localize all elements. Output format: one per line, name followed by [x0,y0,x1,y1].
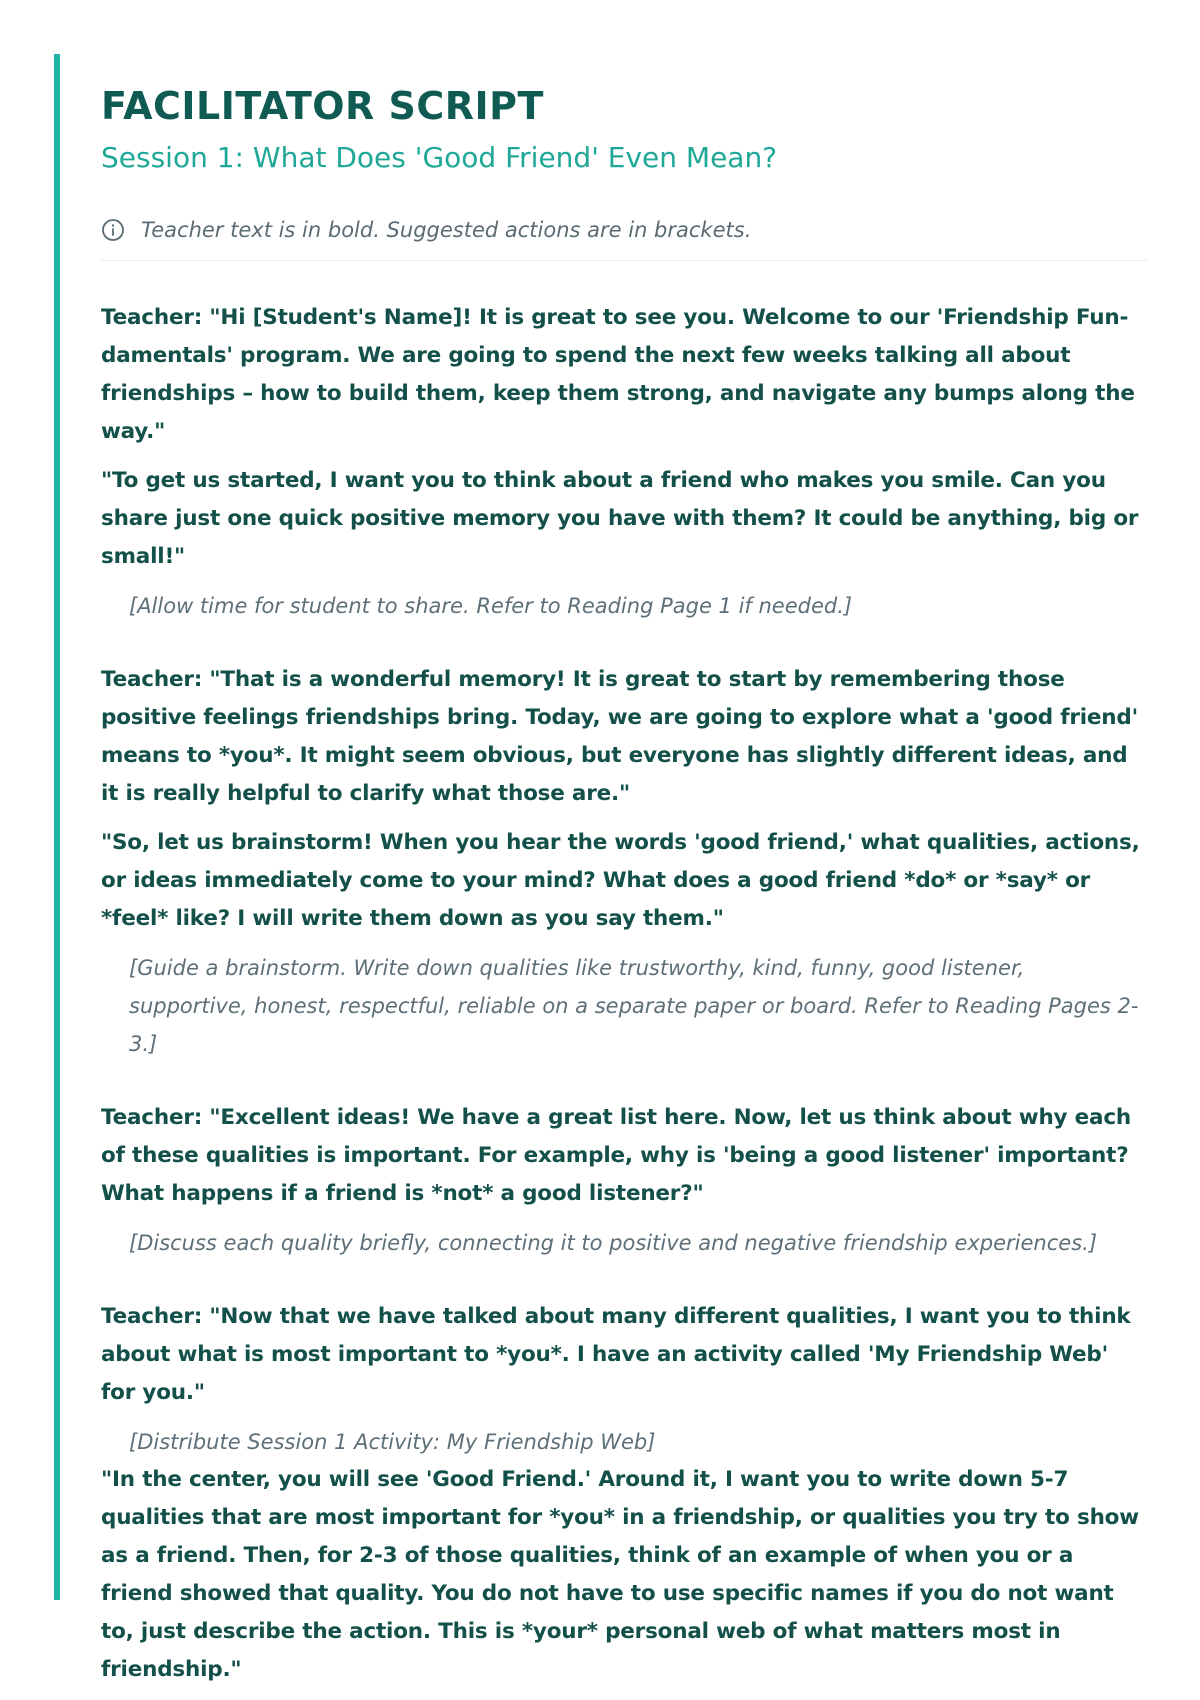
script-body [101,299,1148,1689]
accent-bar [54,54,60,1600]
info-icon [101,218,125,242]
spacer [101,625,1148,661]
teacher-line-5: Teacher: "Excellent ideas! We have a great list here. Now, let us think about why each of these qualities is important. For example, why is 'being a good listener' important? What happens if a friend is *not* a good listener?" [101,1105,1132,1206]
content [101,80,1148,1700]
teacher-line-3: Teacher: "That is a wonderful memory! It is great to start by remembering those positive feelings friendships bring. Today, we are going to explore what a 'good friend' means to *you*. It might seem obvious, but everyone has slightly different ideas, and it is really helpful to clarify what those are." [101,667,1138,806]
spacer [101,1262,1148,1298]
teacher-line-4: "So, let us brainstorm! When you hear the words 'good friend,' what qualities, actions, or ideas immediately come to your mind? What does a good friend *do* or *say* or *feel* like? I will write them down as you say them." [101,830,1140,931]
note-text: Teacher text is in bold. Suggested actions are in brackets. [141,218,752,242]
action-note-2: [Guide a brainstorm. Write down qualities like trustworthy, kind, funny, good listener, supportive, honest, respectful, reliable on a separate paper or board. Refer to Reading Pages 2-3.] [129,956,1139,1056]
teacher-line-7: "In the center, you will see 'Good Friend.' Around it, I want you to write down 5-7 qualities that are most important for *you* in a friendship, or qualities you try to show as a friend. Then, for 2-3 of those qualities, think of an example of when you or a friend showed that quality. You do not have to use specific names if you do not want to, just describe the action. This is *your* personal web of what matters most in friendship." [101,1467,1139,1682]
spacer [101,1063,1148,1099]
teacher-line-1: Teacher: "Hi [Student's Name]! It is great to see you. Welcome to our 'Friendship Fundamentals' program. We are going to spend the next few weeks talking all about friendships – how to build them, keep them strong, and navigate any bumps along the way." [101,305,1135,444]
action-note-1: [Allow time for student to share. Refer to Reading Page 1 if needed.] [129,594,853,618]
page-title: FACILITATOR SCRIPT [101,84,544,128]
action-note-4: [Distribute Session 1 Activity: My Friendship Web] [129,1430,656,1454]
session-subtitle: Session 1: What Does 'Good Friend' Even Mean? [101,141,778,174]
instructions-note [101,218,1148,261]
teacher-line-2: "To get us started, I want you to think about a friend who makes you smile. Can you share just one quick positive memory you have with them? It could be anything, big or small!" [101,468,1139,569]
teacher-line-6: Teacher: "Now that we have talked about many different qualities, I want you to think about what is most important to *you*. I have an activity called 'My Friendship Web' for you." [101,1304,1131,1405]
action-note-3: [Discuss each quality briefly, connecting it to positive and negative friendship experiences.] [129,1231,1098,1255]
